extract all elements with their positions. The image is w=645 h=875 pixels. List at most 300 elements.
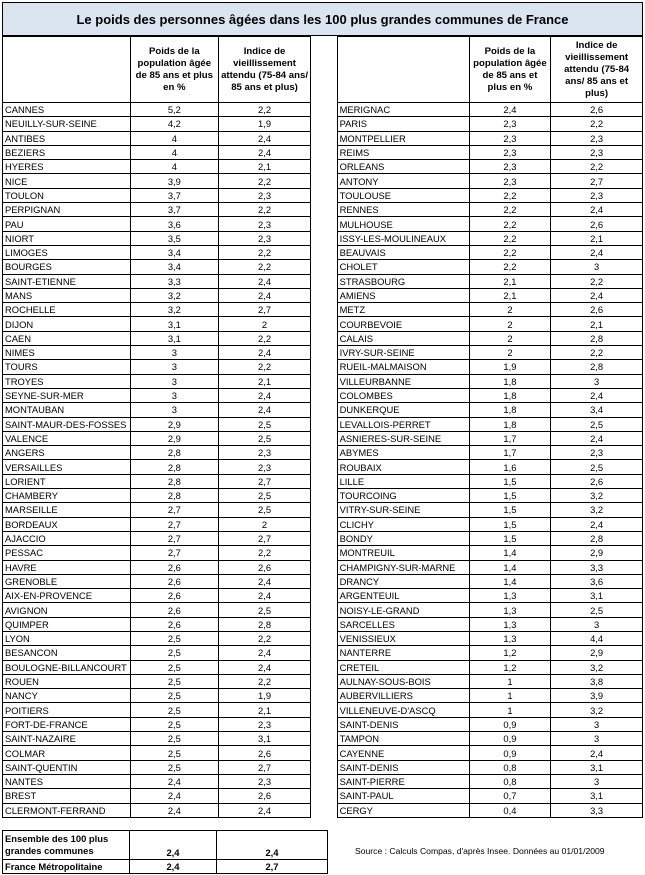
commune-name: SARCELLES bbox=[337, 617, 469, 631]
elderly-share: 1,5 bbox=[469, 531, 551, 545]
elderly-share: 1,4 bbox=[469, 560, 551, 574]
commune-name: VILLEURBANNE bbox=[337, 374, 469, 388]
elderly-share: 2,1 bbox=[469, 288, 551, 302]
table-row bbox=[3, 603, 643, 617]
elderly-share: 3,4 bbox=[131, 260, 219, 274]
aging-index: 2,2 bbox=[551, 346, 643, 360]
column-gap bbox=[311, 331, 337, 345]
column-gap bbox=[311, 260, 337, 274]
commune-name: BOURGES bbox=[3, 260, 131, 274]
summary-total-label: Ensemble des 100 plus grandes communes bbox=[3, 831, 130, 860]
elderly-share: 0,9 bbox=[469, 732, 551, 746]
elderly-share: 1,3 bbox=[469, 617, 551, 631]
elderly-share: 1,3 bbox=[469, 603, 551, 617]
table-row bbox=[3, 489, 643, 503]
commune-name: NANTERRE bbox=[337, 646, 469, 660]
aging-index: 3,2 bbox=[551, 503, 643, 517]
elderly-share: 0,8 bbox=[469, 760, 551, 774]
table-row bbox=[3, 574, 643, 588]
commune-name: DUNKERQUE bbox=[337, 403, 469, 417]
commune-name: ANGERS bbox=[3, 446, 131, 460]
aging-index: 2,6 bbox=[551, 217, 643, 231]
table-row bbox=[3, 403, 643, 417]
commune-name: IVRY-SUR-SEINE bbox=[337, 346, 469, 360]
column-gap bbox=[311, 631, 337, 645]
elderly-share: 2,5 bbox=[131, 631, 219, 645]
commune-name: CAYENNE bbox=[337, 746, 469, 760]
elderly-share: 2,5 bbox=[131, 689, 219, 703]
elderly-share: 3,4 bbox=[131, 245, 219, 259]
aging-index: 3,1 bbox=[551, 760, 643, 774]
aging-index: 2 bbox=[218, 517, 311, 531]
table-row bbox=[3, 703, 643, 717]
column-gap bbox=[311, 489, 337, 503]
aging-index: 2,9 bbox=[551, 546, 643, 560]
summary-france-weight: 2,4 bbox=[130, 860, 217, 874]
commune-name: CERGY bbox=[337, 803, 469, 817]
table-row bbox=[3, 789, 643, 803]
aging-index: 2,4 bbox=[218, 288, 311, 302]
commune-name: MONTPELLIER bbox=[337, 131, 469, 145]
commune-name: NOISY-LE-GRAND bbox=[337, 603, 469, 617]
column-gap bbox=[311, 245, 337, 259]
aging-index: 2,7 bbox=[218, 531, 311, 545]
elderly-share: 1,5 bbox=[469, 517, 551, 531]
aging-index: 2,3 bbox=[551, 188, 643, 202]
elderly-share: 2,8 bbox=[131, 446, 219, 460]
aging-index: 2,3 bbox=[218, 446, 311, 460]
column-gap bbox=[311, 446, 337, 460]
elderly-share: 2,2 bbox=[469, 203, 551, 217]
commune-name: SAINT-DENIS bbox=[337, 760, 469, 774]
aging-index: 2,6 bbox=[551, 474, 643, 488]
aging-index: 2,8 bbox=[551, 331, 643, 345]
elderly-share: 3 bbox=[131, 388, 219, 402]
aging-index: 2,3 bbox=[218, 188, 311, 202]
aging-index: 2,4 bbox=[218, 131, 311, 145]
column-gap bbox=[311, 188, 337, 202]
commune-name: PAU bbox=[3, 217, 131, 231]
commune-name: MERIGNAC bbox=[337, 103, 469, 117]
table-row bbox=[3, 503, 643, 517]
aging-index: 2,2 bbox=[218, 360, 311, 374]
table-row bbox=[3, 517, 643, 531]
aging-index: 2,6 bbox=[551, 103, 643, 117]
table-row bbox=[3, 117, 643, 131]
aging-index: 2,2 bbox=[218, 245, 311, 259]
table-row bbox=[3, 560, 643, 574]
elderly-share: 3 bbox=[131, 360, 219, 374]
elderly-share: 0,7 bbox=[469, 789, 551, 803]
aging-index: 2,1 bbox=[551, 231, 643, 245]
commune-name: TOURCOING bbox=[337, 489, 469, 503]
commune-name: AMIENS bbox=[337, 288, 469, 302]
commune-name: PARIS bbox=[337, 117, 469, 131]
commune-name: VILLENEUVE-D'ASCQ bbox=[337, 703, 469, 717]
elderly-share: 2 bbox=[469, 317, 551, 331]
elderly-share: 3,9 bbox=[131, 174, 219, 188]
commune-name: CANNES bbox=[3, 103, 131, 117]
aging-index: 2,3 bbox=[218, 217, 311, 231]
table-row bbox=[3, 174, 643, 188]
commune-name: BORDEAUX bbox=[3, 517, 131, 531]
elderly-share: 1,3 bbox=[469, 631, 551, 645]
commune-name: VITRY-SUR-SEINE bbox=[337, 503, 469, 517]
column-gap bbox=[311, 717, 337, 731]
commune-name: TROYES bbox=[3, 374, 131, 388]
commune-name: GRENOBLE bbox=[3, 574, 131, 588]
elderly-share: 3,2 bbox=[131, 303, 219, 317]
elderly-share: 3 bbox=[131, 346, 219, 360]
elderly-share: 2,5 bbox=[131, 646, 219, 660]
aging-index: 2,4 bbox=[551, 517, 643, 531]
elderly-share: 2,7 bbox=[131, 503, 219, 517]
table-row bbox=[3, 288, 643, 302]
elderly-share: 1,5 bbox=[469, 503, 551, 517]
elderly-share: 1,7 bbox=[469, 431, 551, 445]
commune-name: SAINT-DENIS bbox=[337, 717, 469, 731]
elderly-share: 2,5 bbox=[131, 660, 219, 674]
elderly-share: 2,3 bbox=[469, 117, 551, 131]
table-row bbox=[3, 732, 643, 746]
commune-name: ORLEANS bbox=[337, 160, 469, 174]
table-row bbox=[3, 760, 643, 774]
table-row bbox=[3, 689, 643, 703]
elderly-share: 1,9 bbox=[469, 360, 551, 374]
column-gap bbox=[311, 660, 337, 674]
aging-index: 2 bbox=[218, 317, 311, 331]
table-row bbox=[3, 317, 643, 331]
commune-name: BEZIERS bbox=[3, 145, 131, 159]
commune-name: LIMOGES bbox=[3, 245, 131, 259]
column-gap bbox=[311, 774, 337, 788]
elderly-share: 2,4 bbox=[469, 103, 551, 117]
table-row bbox=[3, 346, 643, 360]
elderly-share: 2,2 bbox=[469, 231, 551, 245]
table-row bbox=[3, 631, 643, 645]
commune-name: CALAIS bbox=[337, 331, 469, 345]
aging-index: 2,2 bbox=[218, 203, 311, 217]
commune-name: COLOMBES bbox=[337, 388, 469, 402]
aging-index: 2,4 bbox=[218, 646, 311, 660]
commune-name: TOULON bbox=[3, 188, 131, 202]
column-gap bbox=[311, 732, 337, 746]
commune-name: CLICHY bbox=[337, 517, 469, 531]
aging-index: 3 bbox=[551, 374, 643, 388]
aging-index: 2,2 bbox=[551, 160, 643, 174]
column-gap bbox=[311, 417, 337, 431]
aging-index: 3,8 bbox=[551, 674, 643, 688]
elderly-share: 2,2 bbox=[469, 245, 551, 259]
table-row bbox=[3, 374, 643, 388]
elderly-share: 4 bbox=[131, 160, 219, 174]
elderly-share: 2,8 bbox=[131, 474, 219, 488]
aging-index: 2,1 bbox=[551, 317, 643, 331]
column-gap bbox=[311, 303, 337, 317]
commune-name: POITIERS bbox=[3, 703, 131, 717]
commune-name: MARSEILLE bbox=[3, 503, 131, 517]
column-gap bbox=[311, 474, 337, 488]
table-row bbox=[3, 331, 643, 345]
table-row bbox=[3, 431, 643, 445]
table-row bbox=[3, 717, 643, 731]
aging-index: 3,4 bbox=[551, 403, 643, 417]
commune-name: MONTREUIL bbox=[337, 546, 469, 560]
commune-name: NANCY bbox=[3, 689, 131, 703]
elderly-share: 4 bbox=[131, 145, 219, 159]
elderly-share: 2,3 bbox=[469, 131, 551, 145]
commune-name: ARGENTEUIL bbox=[337, 589, 469, 603]
elderly-share: 3 bbox=[131, 403, 219, 417]
column-gap bbox=[311, 37, 337, 103]
elderly-share: 2,6 bbox=[131, 603, 219, 617]
aging-index: 2,8 bbox=[551, 531, 643, 545]
data-table bbox=[2, 36, 643, 818]
aging-index: 2,4 bbox=[218, 589, 311, 603]
commune-name: SAINT-PIERRE bbox=[337, 774, 469, 788]
summary-total-weight: 2,4 bbox=[130, 831, 217, 860]
commune-name: BEAUVAIS bbox=[337, 245, 469, 259]
column-gap bbox=[311, 374, 337, 388]
aging-index: 2,6 bbox=[218, 789, 311, 803]
commune-name: SAINT-ETIENNE bbox=[3, 274, 131, 288]
aging-index: 2,3 bbox=[551, 145, 643, 159]
commune-name: VENISSIEUX bbox=[337, 631, 469, 645]
commune-name: REIMS bbox=[337, 145, 469, 159]
elderly-share: 4,2 bbox=[131, 117, 219, 131]
header-commune-right bbox=[337, 37, 469, 103]
elderly-share: 1,6 bbox=[469, 460, 551, 474]
aging-index: 1,9 bbox=[218, 689, 311, 703]
elderly-share: 3,7 bbox=[131, 188, 219, 202]
elderly-share: 0,4 bbox=[469, 803, 551, 817]
commune-name: FORT-DE-FRANCE bbox=[3, 717, 131, 731]
commune-name: AULNAY-SOUS-BOIS bbox=[337, 674, 469, 688]
aging-index: 2,2 bbox=[218, 674, 311, 688]
aging-index: 2,5 bbox=[218, 603, 311, 617]
elderly-share: 2,5 bbox=[131, 732, 219, 746]
aging-index: 2,5 bbox=[551, 603, 643, 617]
commune-name: STRASBOURG bbox=[337, 274, 469, 288]
column-gap bbox=[311, 617, 337, 631]
commune-name: HAVRE bbox=[3, 560, 131, 574]
commune-name: MANS bbox=[3, 288, 131, 302]
elderly-share: 1,2 bbox=[469, 660, 551, 674]
table-row bbox=[3, 131, 643, 145]
table-row bbox=[3, 746, 643, 760]
aging-index: 2,3 bbox=[218, 231, 311, 245]
elderly-share: 2,2 bbox=[469, 188, 551, 202]
aging-index: 2,5 bbox=[218, 503, 311, 517]
aging-index: 2,5 bbox=[218, 417, 311, 431]
elderly-share: 3,1 bbox=[131, 317, 219, 331]
elderly-share: 2,4 bbox=[131, 774, 219, 788]
commune-name: AJACCIO bbox=[3, 531, 131, 545]
aging-index: 2,4 bbox=[551, 746, 643, 760]
column-gap bbox=[311, 274, 337, 288]
aging-index: 3,9 bbox=[551, 689, 643, 703]
summary-total-index: 2,4 bbox=[217, 831, 328, 860]
aging-index: 2,4 bbox=[551, 203, 643, 217]
table-title: Le poids des personnes âgées dans les 100 plus grandes communes de France bbox=[2, 2, 643, 36]
aging-index: 2,7 bbox=[218, 760, 311, 774]
summary-france-label: France Métropolitaine bbox=[3, 860, 130, 874]
header-index-right: Indice de vieillissement attendu (75-84 ans/ 85 ans et plus) bbox=[551, 37, 643, 103]
column-gap bbox=[311, 689, 337, 703]
table-row bbox=[3, 417, 643, 431]
commune-name: PERPIGNAN bbox=[3, 203, 131, 217]
commune-name: ANTIBES bbox=[3, 131, 131, 145]
elderly-share: 1,5 bbox=[469, 489, 551, 503]
column-gap bbox=[311, 803, 337, 817]
aging-index: 2,1 bbox=[218, 374, 311, 388]
elderly-share: 1,2 bbox=[469, 646, 551, 660]
commune-name: METZ bbox=[337, 303, 469, 317]
table-row bbox=[3, 245, 643, 259]
elderly-share: 3,6 bbox=[131, 217, 219, 231]
elderly-share: 2,6 bbox=[131, 574, 219, 588]
table-row bbox=[3, 145, 643, 159]
aging-index: 2,5 bbox=[551, 460, 643, 474]
aging-index: 2,2 bbox=[551, 274, 643, 288]
column-gap bbox=[311, 117, 337, 131]
elderly-share: 2,3 bbox=[469, 145, 551, 159]
aging-index: 3 bbox=[551, 717, 643, 731]
elderly-share: 2,5 bbox=[131, 760, 219, 774]
aging-index: 4,4 bbox=[551, 631, 643, 645]
aging-index: 3,1 bbox=[551, 789, 643, 803]
commune-name: LEVALLOIS-PERRET bbox=[337, 417, 469, 431]
aging-index: 2,3 bbox=[218, 717, 311, 731]
commune-name: NEUILLY-SUR-SEINE bbox=[3, 117, 131, 131]
commune-name: DIJON bbox=[3, 317, 131, 331]
column-gap bbox=[311, 203, 337, 217]
commune-name: LILLE bbox=[337, 474, 469, 488]
aging-index: 2,6 bbox=[218, 746, 311, 760]
commune-name: COURBEVOIE bbox=[337, 317, 469, 331]
commune-name: ROUEN bbox=[3, 674, 131, 688]
table-row bbox=[3, 446, 643, 460]
aging-index: 3,1 bbox=[551, 589, 643, 603]
aging-index: 2,2 bbox=[218, 260, 311, 274]
aging-index: 1,9 bbox=[218, 117, 311, 131]
aging-index: 2,7 bbox=[218, 303, 311, 317]
aging-index: 2,4 bbox=[551, 288, 643, 302]
aging-index: 2,4 bbox=[551, 431, 643, 445]
commune-name: BONDY bbox=[337, 531, 469, 545]
aging-index: 2,5 bbox=[218, 489, 311, 503]
commune-name: NIMES bbox=[3, 346, 131, 360]
commune-name: RUEIL-MALMAISON bbox=[337, 360, 469, 374]
aging-index: 2,5 bbox=[218, 431, 311, 445]
table-row bbox=[3, 646, 643, 660]
commune-name: ROCHELLE bbox=[3, 303, 131, 317]
aging-index: 2,4 bbox=[218, 346, 311, 360]
table-row bbox=[3, 188, 643, 202]
header-commune-left bbox=[3, 37, 131, 103]
column-gap bbox=[311, 388, 337, 402]
header-weight-left: Poids de la population âgée de 85 ans et plus en % bbox=[131, 37, 219, 103]
column-gap bbox=[311, 589, 337, 603]
commune-name: BOULOGNE-BILLANCOURT bbox=[3, 660, 131, 674]
aging-index: 2,5 bbox=[551, 417, 643, 431]
aging-index: 2,4 bbox=[218, 660, 311, 674]
elderly-share: 2,2 bbox=[469, 217, 551, 231]
aging-index: 2,4 bbox=[218, 145, 311, 159]
commune-name: CRETEIL bbox=[337, 660, 469, 674]
elderly-share: 3,1 bbox=[131, 331, 219, 345]
aging-index: 3,2 bbox=[551, 703, 643, 717]
aging-index: 2,8 bbox=[218, 617, 311, 631]
table-row bbox=[3, 774, 643, 788]
table-row bbox=[3, 388, 643, 402]
table-row bbox=[3, 360, 643, 374]
elderly-share: 1 bbox=[469, 703, 551, 717]
aging-index: 2,4 bbox=[551, 245, 643, 259]
aging-index: 2,2 bbox=[218, 103, 311, 117]
aging-index: 2,8 bbox=[551, 360, 643, 374]
elderly-share: 1,8 bbox=[469, 403, 551, 417]
header-row bbox=[3, 37, 643, 103]
elderly-share: 1,3 bbox=[469, 589, 551, 603]
column-gap bbox=[311, 231, 337, 245]
commune-name: SAINT-QUENTIN bbox=[3, 760, 131, 774]
table-row bbox=[3, 231, 643, 245]
elderly-share: 1 bbox=[469, 689, 551, 703]
column-gap bbox=[311, 503, 337, 517]
aging-index: 3,2 bbox=[551, 660, 643, 674]
commune-name: TOURS bbox=[3, 360, 131, 374]
column-gap bbox=[311, 174, 337, 188]
elderly-share: 3,3 bbox=[131, 274, 219, 288]
commune-name: ROUBAIX bbox=[337, 460, 469, 474]
aging-index: 2,2 bbox=[218, 174, 311, 188]
commune-name: SAINT-PAUL bbox=[337, 789, 469, 803]
aging-index: 2,4 bbox=[218, 803, 311, 817]
column-gap bbox=[311, 603, 337, 617]
summary-table bbox=[2, 830, 328, 874]
elderly-share: 4 bbox=[131, 131, 219, 145]
column-gap bbox=[311, 560, 337, 574]
table-row bbox=[3, 546, 643, 560]
commune-name: CHAMBERY bbox=[3, 489, 131, 503]
header-weight-right: Poids de la population âgée de 85 ans et plus en % bbox=[469, 37, 551, 103]
elderly-share: 2,9 bbox=[131, 431, 219, 445]
commune-name: TOULOUSE bbox=[337, 188, 469, 202]
aging-index: 2,3 bbox=[218, 774, 311, 788]
aging-index: 2,6 bbox=[218, 560, 311, 574]
column-gap bbox=[311, 574, 337, 588]
column-gap bbox=[311, 346, 337, 360]
elderly-share: 1,5 bbox=[469, 474, 551, 488]
elderly-share: 2,3 bbox=[469, 160, 551, 174]
column-gap bbox=[311, 360, 337, 374]
aging-index: 2,3 bbox=[551, 446, 643, 460]
column-gap bbox=[311, 217, 337, 231]
elderly-share: 2,5 bbox=[131, 703, 219, 717]
table-row bbox=[3, 103, 643, 117]
table-row bbox=[3, 303, 643, 317]
commune-name: HYERES bbox=[3, 160, 131, 174]
commune-name: PESSAC bbox=[3, 546, 131, 560]
table-row bbox=[3, 460, 643, 474]
elderly-share: 2,7 bbox=[131, 517, 219, 531]
aging-index: 2,2 bbox=[218, 546, 311, 560]
aging-index: 2,2 bbox=[551, 117, 643, 131]
column-gap bbox=[311, 145, 337, 159]
commune-name: AVIGNON bbox=[3, 603, 131, 617]
commune-name: MULHOUSE bbox=[337, 217, 469, 231]
